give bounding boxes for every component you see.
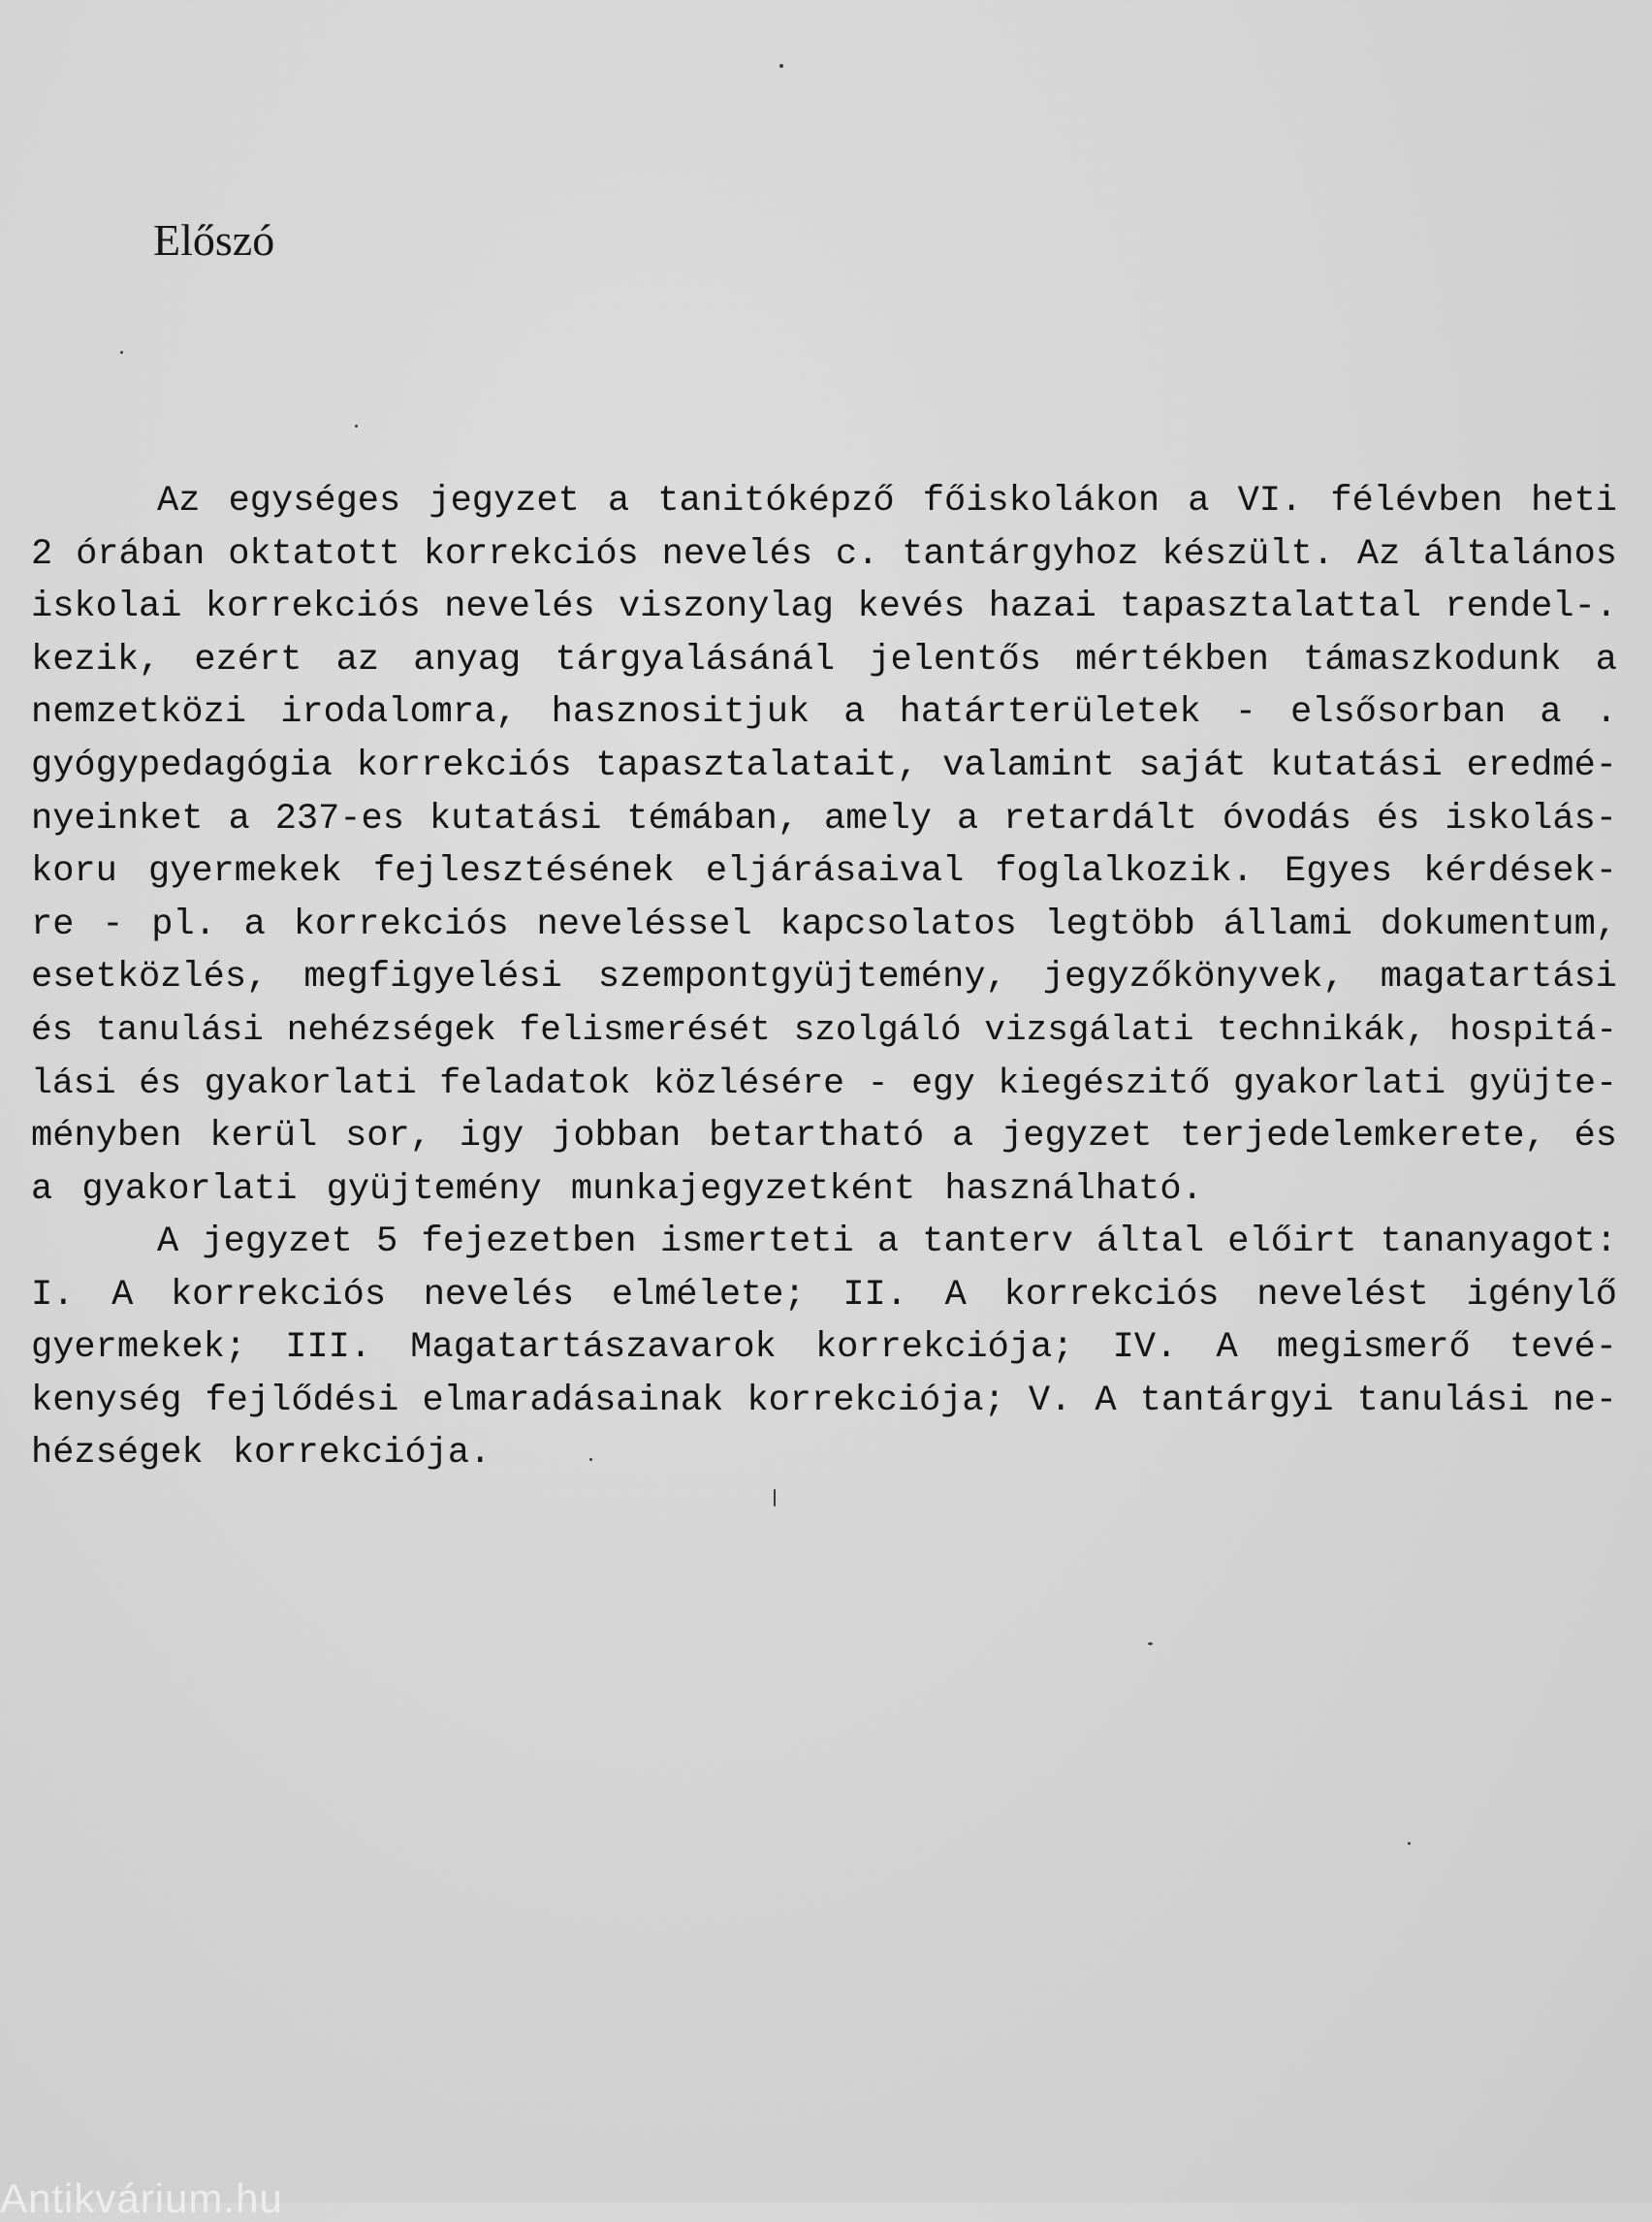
paper-speck bbox=[355, 425, 358, 428]
paper-speck bbox=[774, 1489, 776, 1507]
paper-speck bbox=[1148, 1642, 1153, 1645]
paragraph-1 bbox=[31, 475, 1617, 1216]
text-line: koru gyermekek fejlesztésének eljárásaival foglalkozik. Egyes kérdések- bbox=[31, 851, 1617, 893]
paper-speck bbox=[1408, 1842, 1411, 1845]
paper-speck bbox=[779, 64, 783, 68]
text-line: és tanulási nehézségek felismerését szolgáló vizsgálati technikák, hospitá- bbox=[31, 1009, 1617, 1050]
text-line: esetközlés, megfigyelési szempontgyüjtemény, jegyzőkönyvek, magatartási bbox=[31, 957, 1617, 999]
paper-speck bbox=[589, 1458, 592, 1461]
paragraph-2 bbox=[31, 1216, 1617, 1480]
text-line: ményben kerül sor, igy jobban betartható a jegyzet terjedelemkerete, és bbox=[31, 1116, 1617, 1158]
text-line: iskolai korrekciós nevelés viszonylag kevés hazai tapasztalattal rendel-. bbox=[31, 587, 1617, 628]
text-line: lási és gyakorlati feladatok közlésére - egy kiegészitő gyakorlati gyüjte- bbox=[31, 1063, 1617, 1103]
text-line: A jegyzet 5 fejezetben ismerteti a tanterv által előirt tananyagot: bbox=[157, 1222, 1617, 1262]
watermark: Antikvárium.hu bbox=[0, 2175, 283, 2221]
text-line: hézségek korrekciója. bbox=[31, 1433, 492, 1475]
paper-speck bbox=[120, 351, 123, 354]
text-line: gyermekek; III. Magatartászavarok korrekciója; IV. A megismerő tevé- bbox=[31, 1327, 1617, 1369]
text-line: 2 órában oktatott korrekciós nevelés c. tantárgyhoz készült. Az általános bbox=[31, 533, 1617, 575]
text-line: a gyakorlati gyüjtemény munkajegyzetként használható. bbox=[31, 1168, 1203, 1210]
text-line: nemzetközi irodalomra, hasznositjuk a határterületek - elsősorban a . bbox=[31, 692, 1617, 734]
text-line: gyógypedagógia korrekciós tapasztalatait, valamint saját kutatási eredmé- bbox=[31, 745, 1617, 786]
text-line: nyeinket a 237-es kutatási témában, amely a retardált óvodás és iskolás- bbox=[31, 798, 1617, 840]
text-line: I. A korrekciós nevelés elmélete; II. A korrekciós nevelést igénylő bbox=[31, 1274, 1617, 1316]
text-line: kezik, ezért az anyag tárgyalásánál jelentős mértékben támaszkodunk a bbox=[31, 639, 1617, 681]
text-line: re - pl. a korrekciós neveléssel kapcsolatos legtöbb állami dokumentum, bbox=[31, 904, 1617, 945]
page-title: Előszó bbox=[153, 215, 275, 265]
text-line: kenység fejlődési elmaradásainak korrekciója; V. A tantárgyi tanulási ne- bbox=[31, 1380, 1617, 1421]
text-line: Az egységes jegyzet a tanitóképző főiskolákon a VI. félévben heti bbox=[157, 481, 1617, 522]
